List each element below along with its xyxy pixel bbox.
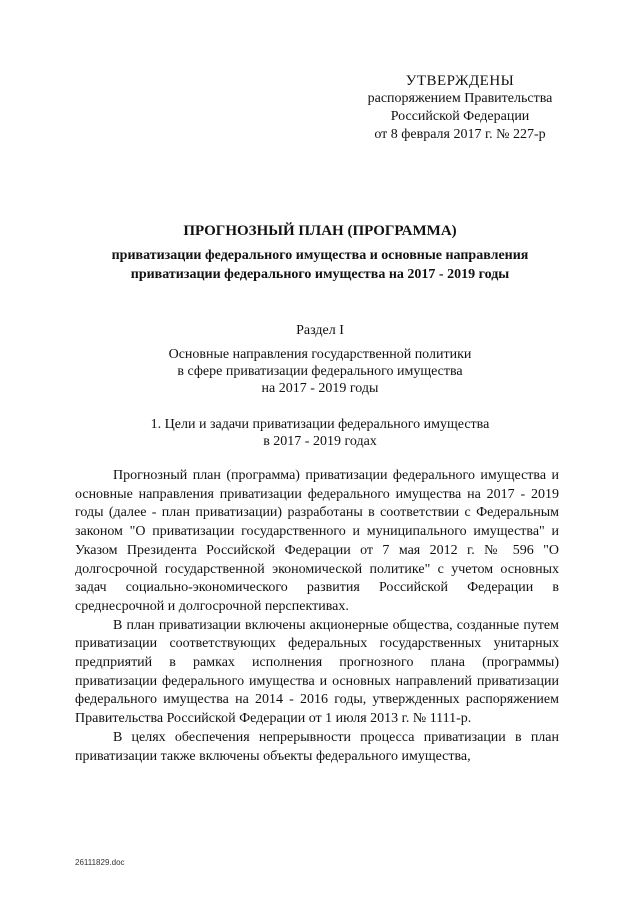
file-name-footer: 26111829.doc xyxy=(75,858,125,867)
chapter-heading-line: 1. Цели и задачи приватизации федерального имущества xyxy=(150,417,490,432)
approval-line: Российской Федерации xyxy=(390,109,530,124)
approval-block xyxy=(330,72,590,144)
subtitle-line: приватизации федерального имущества на 2017 - 2019 годы xyxy=(130,267,510,282)
approval-date-line: от 8 февраля 2017 г. № 227-р xyxy=(374,127,546,142)
chapter-heading xyxy=(80,416,560,450)
section-heading-line: в сфере приватизации федерального имущества xyxy=(177,364,463,379)
approval-line: распоряжением Правительства xyxy=(367,91,553,106)
section-label: Раздел I xyxy=(296,323,344,338)
chapter-heading-line: в 2017 - 2019 годах xyxy=(263,434,377,449)
body-paragraph: В план приватизации включены акционерные общества, созданные путем приватизации соответствующих федеральных государственных унитарных предприятий в рамках исполнения прогнозного плана (программы) приватизации федерального имущества и основных направлений приватизации федерального имущества на 2014 - 2016 годы, утвержденных распоряжением Правительства Российской Федерации от 1 июля 2013 г. № 1111-р. xyxy=(75,617,559,727)
body-paragraph: В целях обеспечения непрерывности процесса приватизации в план приватизации также включены объекты федерального имущества, xyxy=(75,729,559,764)
document-body xyxy=(75,467,559,766)
body-paragraph: Прогнозный план (программа) приватизации федерального имущества и основные направления приватизации федерального имущества на 2017 - 2019 годы (далее - план приватизации) разработаны в соответствии с Федеральным законом "О приватизации государственного и муниципального имущества" и Указом Президента Российской Федерации от 7 мая 2012 г. № 596 "О долгосрочной государственной экономической политике" с учетом основных задач социально-экономического развития Российской Федерации в среднесрочной и долгосрочной перспективах. xyxy=(75,468,559,614)
section-heading-line: Основные направления государственной политики xyxy=(168,347,472,362)
section-heading xyxy=(80,346,560,397)
approval-title: УТВЕРЖДЕНЫ xyxy=(405,73,515,89)
document-subtitle xyxy=(60,246,580,284)
section-heading-line: на 2017 - 2019 годы xyxy=(261,381,379,396)
document-title: ПРОГНОЗНЫЙ ПЛАН (ПРОГРАММА) xyxy=(183,223,457,239)
subtitle-line: приватизации федерального имущества и основные направления xyxy=(111,248,529,263)
